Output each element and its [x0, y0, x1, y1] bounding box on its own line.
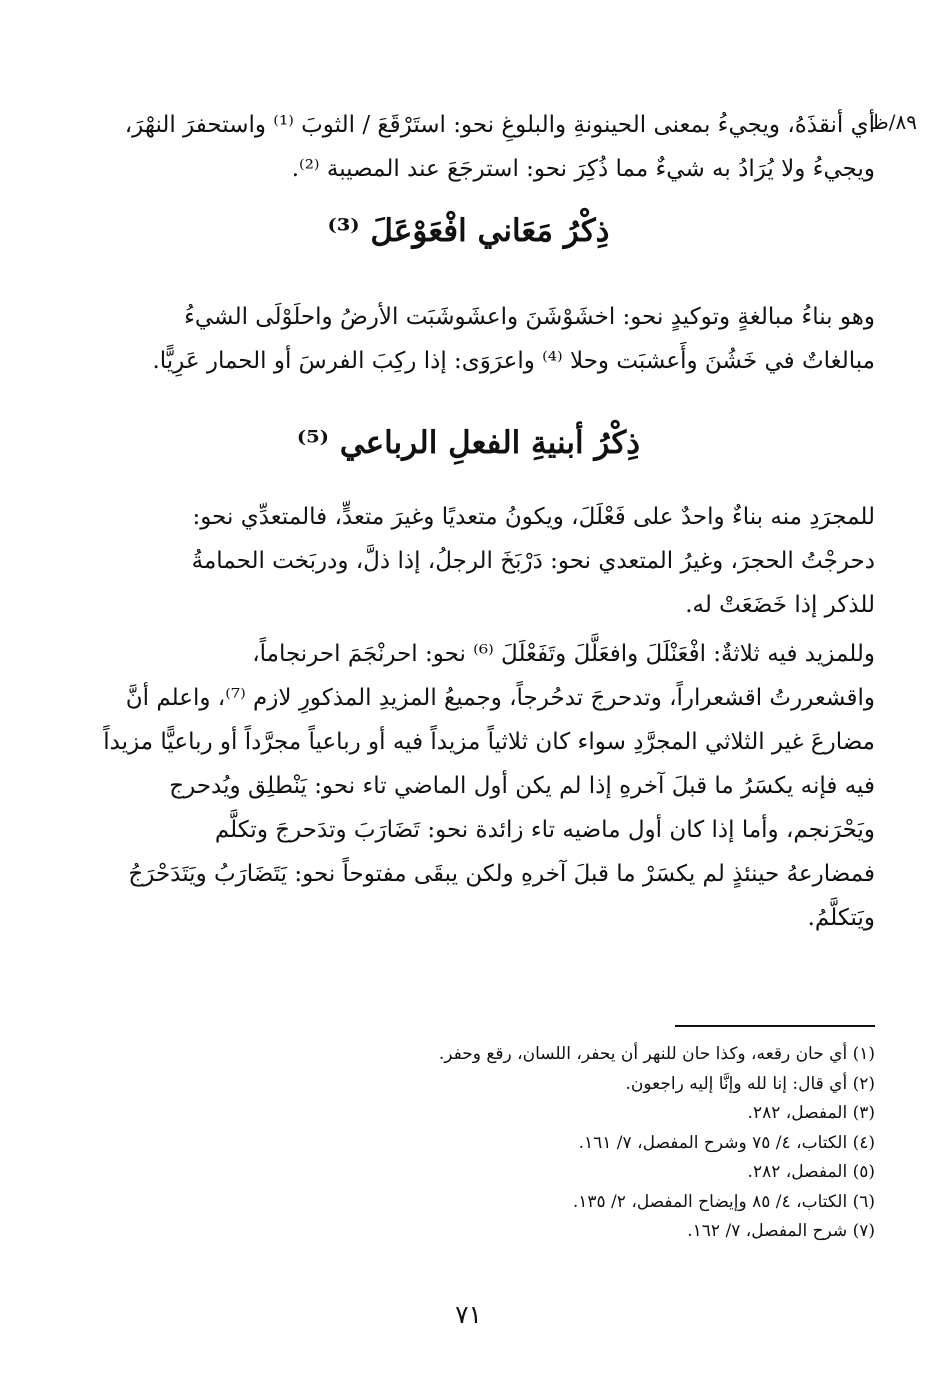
footnote: (٦) الكتاب، ٤/ ٨٥ وإيضاح المفصل، ٢/ ١٣٥. — [572, 1191, 875, 1212]
paragraph-line: أي أنقذَهُ، ويجيءُ بمعنى الحينونةِ والبلوغِ نحو: استَرْقَعَ / الثوبَ ⁽¹⁾ واستحفرَ النهْرَ، — [124, 112, 875, 138]
paragraph-2 — [60, 295, 875, 383]
footnote: (٥) المفصل، ٢٨٢. — [747, 1162, 875, 1182]
paragraph-3 — [60, 495, 875, 627]
paragraph-line: للمجرَدِ منه بناءٌ واحدٌ على فَعْلَلَ، ويكونُ متعديًا وغيرَ متعدٍّ، فالمتعدِّي نحو: — [192, 504, 875, 530]
footnote: (٤) الكتاب، ٤/ ٧٥ وشرح المفصل، ٧/ ١٦١. — [578, 1132, 875, 1153]
paragraph-line: وللمزيد فيه ثلاثةٌ: افْعَنْلَلَ وافعَلَّلَ وتَفَعْلَلَ ⁽⁶⁾ نحو: احرنْجَمَ احرنجاماً، — [252, 641, 875, 667]
paragraph-line: للذكر إذا خَضَعَتْ له. — [685, 592, 875, 618]
paragraph-line: دحرجْتُ الحجرَ، وغيرُ المتعدي نحو: دَرْبَخَ الرجلُ، إذا ذلَّ، ودربَخت الحمامةُ — [191, 548, 875, 574]
paragraph-line: فيه فإنه يكسَرُ ما قبلَ آخرهِ إذا لم يكن أول الماضي تاء نحو: يَنْطلِق ويُدحرج — [169, 773, 875, 799]
section-heading-ifawal: ذِكْرُ مَعَاني افْعَوْعَلَ ⁽³⁾ — [327, 213, 610, 249]
footnote: (٢) أي قال: إنا لله وإنَّا إليه راجعون. — [625, 1073, 875, 1094]
paragraph-1 — [60, 103, 875, 191]
section-heading-quadriliteral: ذِكْرُ أبنيةِ الفعلِ الرباعي ⁽⁵⁾ — [296, 425, 641, 461]
margin-folio-note: ٨٩/ظ — [870, 110, 917, 134]
footnote: (٣) المفصل، ٢٨٢. — [747, 1103, 875, 1123]
footnote: (٧) شرح المفصل، ٧/ ١٦٢. — [687, 1221, 875, 1241]
footnote: (١) أي حان رقعه، وكذا حان للنهر أن يحفر، اللسان، رقع وحفر. — [438, 1044, 875, 1064]
paragraph-4 — [60, 632, 875, 940]
paragraph-line: فمضارعهُ حينئذٍ لم يكسَرْ ما قبلَ آخرهِ ولكن يبقَى مفتوحاً نحو: يَتَضَارَبُ ويَتَدَحْرَجُ — [128, 861, 875, 887]
footnote-separator — [675, 1025, 875, 1027]
paragraph-line: ويَحْرَنجم، وأما إذا كان أول ماضيه تاء زائدة نحو: تَضَارَبَ وتدَحرجَ وتكلَّم — [214, 817, 875, 843]
paragraph-line: وهو بناءُ مبالغةٍ وتوكيدٍ نحو: اخشَوْشَنَ واعشَوشَبَت الأرضُ واحلَوْلَى الشيءُ — [184, 304, 875, 330]
page-number: ٧١ — [455, 1300, 482, 1329]
paragraph-line: مبالغاتٌ في خَشُنَ وأَعشبَت وحلا ⁽⁴⁾ واعرَوَى: إذا ركِبَ الفرسَ أو الحمار عَرِيًّا. — [152, 348, 875, 374]
paragraph-line: ويجيءُ ولا يُرَادُ به شيءٌ مما ذُكِرَ نحو: استرجَعَ عند المصيبة ⁽²⁾. — [291, 156, 875, 182]
paragraph-line: ويَتكلَّمُ. — [807, 905, 875, 931]
paragraph-line: واقشعررتُ اقشعراراً، وتدحرجَ تدحُرجاً، وجميعُ المزيدِ المذكورِ لازم ⁽⁷⁾، واعلم أنَّ — [125, 685, 875, 711]
footnotes — [60, 1040, 875, 1247]
paragraph-line: مضارعَ غير الثلاثي المجرَّدِ سواء كان ثلاثياً مزيداً فيه أو رباعياً مجرَّداً أو رباعيًّا مزيداً — [103, 729, 875, 755]
